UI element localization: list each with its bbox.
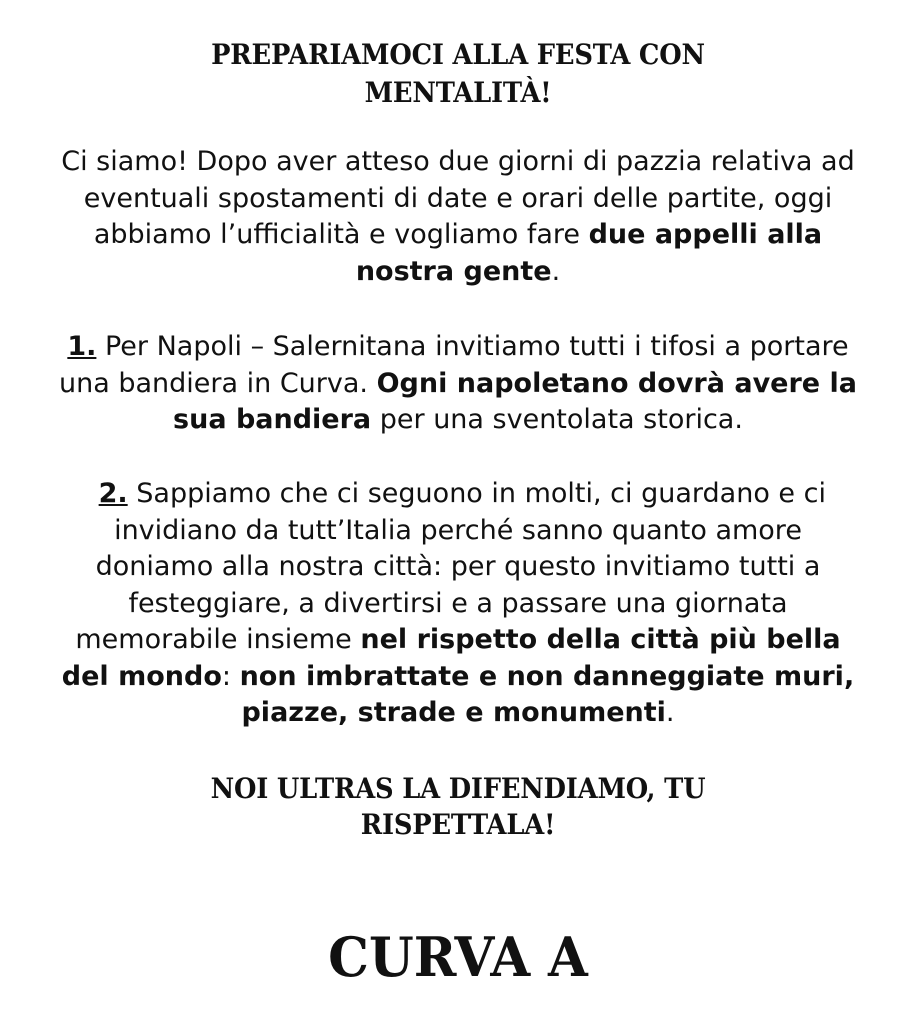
closing-line-2: RISPETTALA! xyxy=(360,808,556,841)
appeal-2-text: Sappiamo che ci seguono in molti, ci guardano e ci invidiano da tutt’Italia perché sanno quanto amore doniamo alla nostra città: per questo invitiamo tutti a festeggiare, a divertirsi e a passare una giornata memorabile insieme xyxy=(75,478,826,655)
appeal-2-bold-text-1: nel rispetto della città più bella del mondo xyxy=(61,624,841,692)
appeal-2-end: . xyxy=(665,697,675,728)
appeal-2-middle: : xyxy=(221,660,240,692)
statement-title xyxy=(110,36,806,112)
appeal-2-paragraph xyxy=(58,476,858,732)
appeal-1-text: Per Napoli – Salernitana invitiamo tutti i tifosi a portare una bandiera in Curva. xyxy=(59,331,849,399)
title-line-2: MENTALITÀ! xyxy=(364,76,552,109)
appeal-2-number: 2. xyxy=(98,478,128,509)
closing-line-1: NOI ULTRAS LA DIFENDIAMO, TU xyxy=(210,772,706,805)
appeal-1-bold-text: Ogni napoletano dovrà avere la sua bandiera xyxy=(173,367,857,435)
appeal-1-paragraph xyxy=(58,329,858,439)
title-line-1: PREPARIAMOCI ALLA FESTA CON xyxy=(211,38,705,71)
intro-paragraph xyxy=(58,144,858,290)
appeal-1-number: 1. xyxy=(67,331,97,362)
intro-end: . xyxy=(551,255,561,287)
signature: CURVA A xyxy=(328,925,588,989)
appeal-2-bold-text-2: non imbrattate e non danneggiate muri, piazze, strade e monumenti xyxy=(239,660,855,728)
closing-slogan xyxy=(110,771,806,843)
intro-bold-text: due appelli alla nostra gente xyxy=(355,219,823,287)
intro-text: Ci siamo! Dopo aver atteso due giorni di pazzia relativa ad eventuali spostamenti di date e orari delle partite, oggi abbiamo l’ufficialità e vogliamo fare xyxy=(61,146,855,250)
appeal-1-end: per una sventolata storica. xyxy=(371,404,743,435)
